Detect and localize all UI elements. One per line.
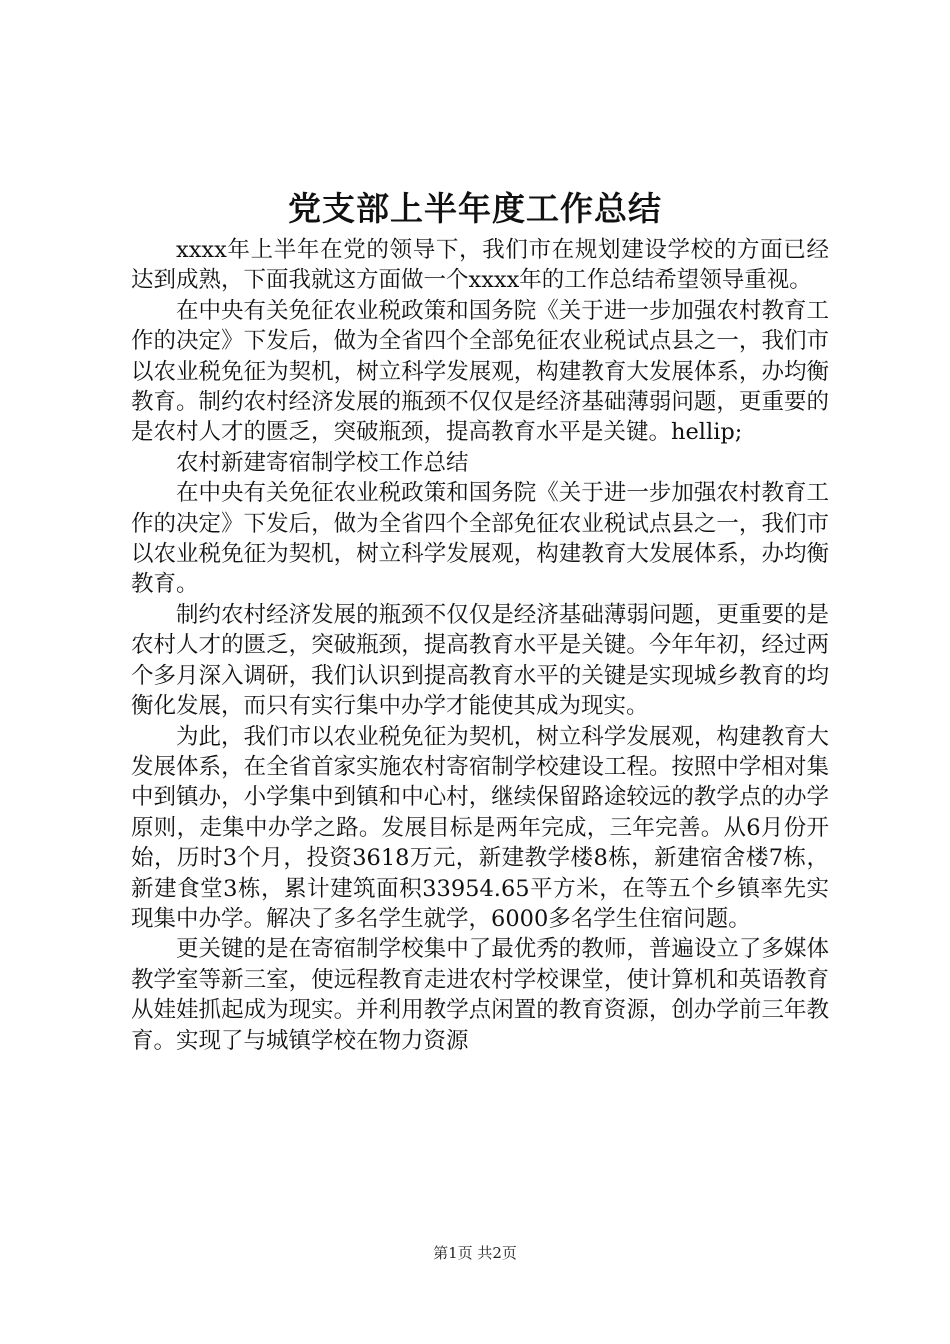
document-title: 党支部上半年度工作总结	[288, 189, 662, 228]
paragraph-intro: xxxx年上半年在党的领导下，我们市在规划建设学校的方面已经达到成熟，下面我就这方面做一个xxxx年的工作总结希望领导重视。	[131, 237, 829, 294]
paragraph-policy: 在中央有关免征农业税政策和国务院《关于进一步加强农村教育工作的决定》下发后，做为全省四个全部免征农业税试点县之一，我们市以农业税免征为契机，树立科学发展观，构建教育大发展体系，办均衡教育。	[131, 480, 829, 598]
paragraph-construction: 为此，我们市以农业税免征为契机，树立科学发展观，构建教育大发展体系，在全省首家实施农村寄宿制学校建设工程。按照中学相对集中到镇办，小学集中到镇和中心村，继续保留路途较远的教学点的办学原则，走集中办学之路。发展目标是两年完成，三年完善。从6月份开始，历时3个月，投资3618万元，新建教学楼8栋，新建宿舍楼7栋，新建食堂3栋，累计建筑面积33954.65平方米，在等五个乡镇率先实现集中办学。解决了多名学生就学，6000多名学生住宿问题。	[131, 723, 829, 932]
paragraph-teachers: 更关键的是在寄宿制学校集中了最优秀的教师，普遍设立了多媒体教学室等新三室，使远程教育走进农村学校课堂，使计算机和英语教育从娃娃抓起成为现实。并利用教学点闲置的教育资源，创办学前三年教育。实现了与城镇学校在物力资源	[131, 936, 829, 1054]
paragraph-bottleneck: 制约农村经济发展的瓶颈不仅仅是经济基础薄弱问题，更重要的是农村人才的匮乏，突破瓶颈，提高教育水平是关键。今年年初，经过两个多月深入调研，我们认识到提高教育水平的关键是实现城乡教育的均衡化发展，而只有实行集中办学才能使其成为现实。	[131, 601, 829, 720]
page-number-footer: 第1页 共2页	[433, 1244, 517, 1262]
paragraph-subheading: 农村新建寄宿制学校工作总结	[176, 449, 469, 476]
paragraph-background: 在中央有关免征农业税政策和国务院《关于进一步加强农村教育工作的决定》下发后，做为全省四个全部免征农业税试点县之一，我们市以农业税免征为契机，树立科学发展观，构建教育大发展体系，办均衡教育。制约农村经济发展的瓶颈不仅仅是经济基础薄弱问题，更重要的是农村人才的匮乏，突破瓶颈，提高教育水平是关键。hellip;	[131, 297, 829, 446]
document-body	[131, 235, 829, 1056]
